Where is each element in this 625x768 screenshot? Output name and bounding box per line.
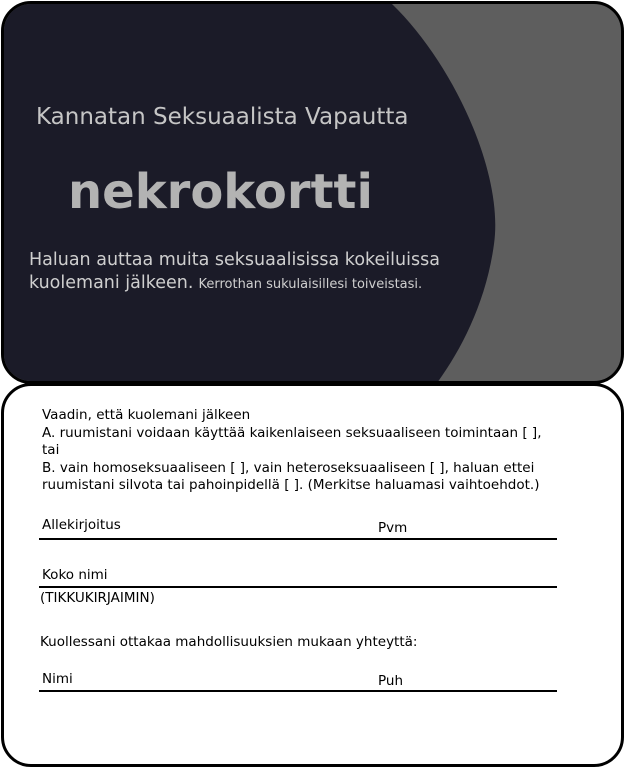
declaration-line: A. ruumistani voidaan käyttää kaikenlaiseen seksuaaliseen toimintaan [ ], [42, 424, 542, 441]
declaration-line: tai [42, 442, 60, 458]
intro-text [29, 249, 469, 296]
declaration-text [42, 407, 542, 495]
fullname-label: Koko nimi [42, 567, 108, 583]
contact-line[interactable] [39, 690, 557, 692]
intro-line-2 [29, 272, 469, 296]
intro-line-1: Haluan auttaa muita seksuaalisissa kokeiluissa [29, 250, 440, 270]
card-title: nekrokortti [68, 164, 373, 220]
card-front [1, 1, 624, 384]
declaration-line: Vaadin, että kuolemani jälkeen [42, 407, 251, 423]
contact-heading: Kuollessani ottakaa mahdollisuuksien mukaan yhteyttä: [40, 634, 418, 650]
card-back [1, 383, 624, 767]
contact-name-label: Nimi [42, 671, 73, 687]
intro-line-2-text: kuolemani jälkeen. [29, 273, 194, 293]
slogan: Kannatan Seksuaalista Vapautta [36, 104, 409, 130]
signature-line[interactable] [39, 538, 557, 540]
declaration-line: ruumistani silvota tai pahoinpidellä [ ]. (Merkitse haluamasi vaihtoehdot.) [42, 477, 540, 493]
date-label: Pvm [378, 520, 408, 536]
fullname-line[interactable] [39, 586, 557, 588]
intro-note: Kerrothan sukulaisillesi toiveistasi. [198, 277, 423, 292]
block-letters-label: (TIKKUKIRJAIMIN) [40, 590, 155, 606]
declaration-line: B. vain homoseksuaaliseen [ ], vain heteroseksuaaliseen [ ], haluan ettei [42, 459, 535, 476]
signature-label: Allekirjoitus [42, 517, 121, 533]
contact-phone-label: Puh [378, 673, 404, 689]
